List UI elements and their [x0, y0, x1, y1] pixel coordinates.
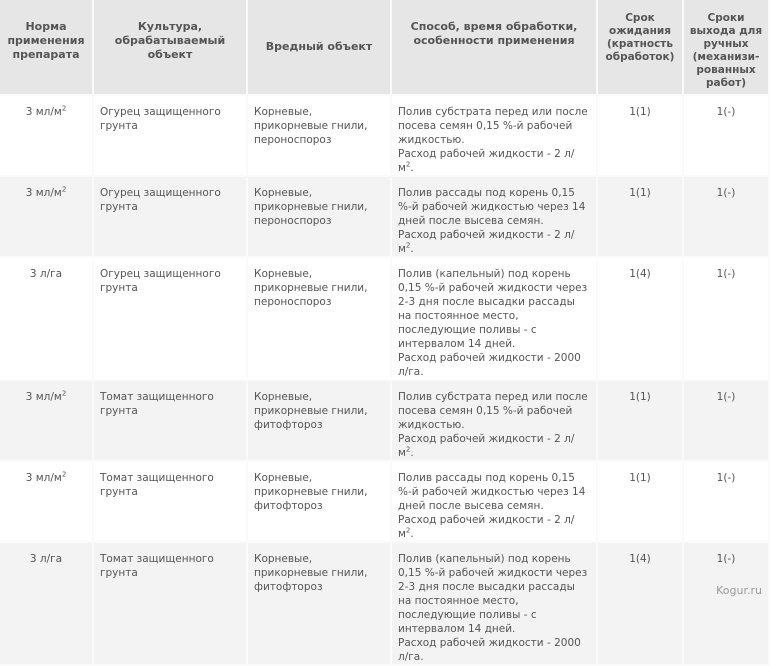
- pest-cell: Корневые, прикорневые гнили, фитофтороз: [248, 462, 392, 543]
- consumption-sup: 2: [405, 526, 411, 535]
- rate-cell: [0, 96, 94, 177]
- consumption-end: .: [410, 162, 414, 174]
- table-row: [0, 462, 770, 543]
- table-row: [0, 258, 770, 381]
- consumption-sup: 2: [405, 241, 411, 250]
- rate-value: 3 мл/м: [25, 187, 62, 199]
- rate-cell: [0, 462, 94, 543]
- header-row: [0, 0, 770, 96]
- exit-cell: 1(-): [684, 462, 770, 543]
- table-row: [0, 381, 770, 462]
- consumption-end: .: [410, 447, 414, 459]
- exit-cell: 1(-): [684, 381, 770, 462]
- method-cell: [392, 96, 598, 177]
- exit-cell: 1(-): [684, 258, 770, 381]
- pest-cell: Корневые, прикорневые гнили, фитофтороз: [248, 381, 392, 462]
- culture-cell: Томат защищенного грунта: [94, 381, 248, 462]
- consumption-end: .: [410, 243, 414, 255]
- consumption-end: .: [410, 528, 414, 540]
- culture-cell: Огурец защищенного грунта: [94, 258, 248, 381]
- consumption-text: Расход рабочей жидкости - 2 л/м: [398, 433, 575, 459]
- wait-cell: 1(1): [598, 177, 684, 258]
- rate-cell: [0, 543, 94, 666]
- exit-cell: 1(-): [684, 177, 770, 258]
- header-culture: Культура, обрабатываемый объект: [94, 0, 248, 96]
- method-cell: [392, 381, 598, 462]
- rate-cell: [0, 177, 94, 258]
- consumption-text: Расход рабочей жидкости - 2 л/м: [398, 514, 575, 540]
- pest-cell: Корневые, прикорневые гнили, пероноспороз: [248, 258, 392, 381]
- method-cell: [392, 543, 598, 666]
- wait-cell: 1(1): [598, 96, 684, 177]
- table-row: [0, 177, 770, 258]
- culture-cell: Огурец защищенного грунта: [94, 96, 248, 177]
- consumption-sup: 2: [405, 445, 411, 454]
- table-row: [0, 96, 770, 177]
- culture-cell: Томат защищенного грунта: [94, 543, 248, 666]
- pest-cell: Корневые, прикорневые гнили, пероноспороз: [248, 177, 392, 258]
- method-text: Полив рассады под корень 0,15 %-й рабочей жидкостью через 14 дней после высева семян.: [398, 187, 586, 227]
- rate-sup: 2: [61, 389, 67, 398]
- rate-cell: [0, 258, 94, 381]
- rate-value: 3 мл/м: [25, 391, 62, 403]
- rate-sup: 2: [61, 470, 67, 479]
- watermark: Kogur.ru: [716, 584, 762, 597]
- header-exit: Сроки выхода для ручных (механизи-рованных работ): [684, 0, 770, 96]
- rate-value: 3 л/га: [29, 268, 63, 280]
- method-cell: [392, 258, 598, 381]
- consumption-text: Расход рабочей жидкости - 2 л/м: [398, 229, 575, 255]
- exit-cell: 1(-): [684, 96, 770, 177]
- consumption-text: Расход рабочей жидкости - 2 л/м: [398, 148, 575, 174]
- method-cell: [392, 177, 598, 258]
- header-method: Способ, время обработки, особенности применения: [392, 0, 598, 96]
- method-text: Полив (капельный) под корень 0,15 %-й рабочей жидкости через 2-3 дня после высадки рассады на постоянное место, последующие поливы - с интервалом 14 дней.: [398, 553, 588, 635]
- method-text: Полив рассады под корень 0,15 %-й рабочей жидкостью через 14 дней после высева семян.: [398, 472, 586, 512]
- rate-sup: 2: [61, 104, 67, 113]
- culture-cell: Томат защищенного грунта: [94, 462, 248, 543]
- wait-cell: 1(4): [598, 543, 684, 666]
- pest-cell: Корневые, прикорневые гнили, фитофтороз: [248, 543, 392, 666]
- method-text: Полив (капельный) под корень 0,15 %-й рабочей жидкости через 2-3 дня после высадки рассады на постоянное место, последующие поливы - с интервалом 14 дней.: [398, 268, 588, 350]
- wait-cell: 1(1): [598, 381, 684, 462]
- wait-cell: 1(1): [598, 462, 684, 543]
- consumption-text: Расход рабочей жидкости - 2000 л/га.: [398, 637, 581, 663]
- table-row: [0, 543, 770, 666]
- rate-value: 3 л/га: [29, 553, 63, 565]
- rate-cell: [0, 381, 94, 462]
- method-cell: [392, 462, 598, 543]
- rate-value: 3 мл/м: [25, 106, 62, 118]
- wait-cell: 1(4): [598, 258, 684, 381]
- consumption-text: Расход рабочей жидкости - 2000 л/га.: [398, 352, 581, 378]
- header-wait: Срок ожидания (кратность обработок): [598, 0, 684, 96]
- method-text: Полив субстрата перед или после посева семян 0,15 %-й рабочей жидкостью.: [398, 391, 588, 431]
- method-text: Полив субстрата перед или после посева семян 0,15 %-й рабочей жидкостью.: [398, 106, 588, 146]
- pest-cell: Корневые, прикорневые гнили, пероноспороз: [248, 96, 392, 177]
- header-rate: Норма применения препарата: [0, 0, 94, 96]
- culture-cell: Огурец защищенного грунта: [94, 177, 248, 258]
- consumption-sup: 2: [405, 160, 411, 169]
- rate-sup: 2: [61, 185, 67, 194]
- header-pest: Вредный объект: [248, 0, 392, 96]
- rate-value: 3 мл/м: [25, 472, 62, 484]
- exit-cell: 1(-): [684, 543, 770, 666]
